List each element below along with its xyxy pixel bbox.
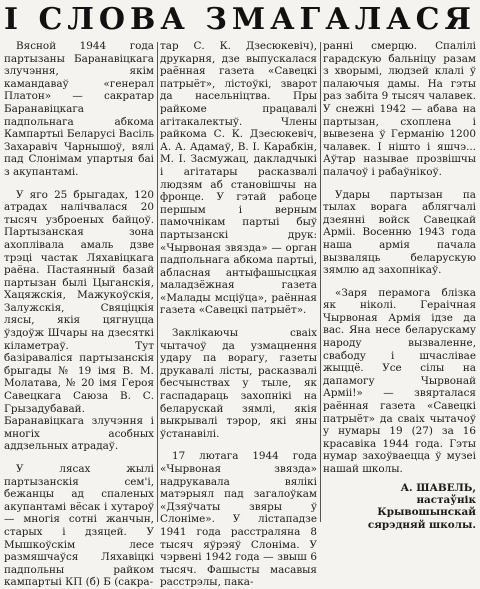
article-column-3 [323, 40, 476, 531]
article-column-2 [160, 40, 317, 589]
article-column-1 [4, 40, 154, 589]
article-paragraph: «Заря перамога блізка як ніколі. Гераічная Чырвоная Армія ідзе да вас. Яна несе беларускаму народу вызваленне, свабоду і шчаслівае жыццё. Усе сілы на дапамогу Чырвонай Арміі!» — звярталася раённая газета «Савецкі патрыёт» да сваіх чытачоў у нумары 19 (27) за 16 красавіка 1944 года. Гэты нумар захоўваецца ў музеі нашай школы. [323, 286, 476, 475]
column-divider [320, 42, 321, 522]
author-role: настаўнік Крывошынскай сярэдняй школы. [367, 494, 476, 531]
headline: І СЛОВА ЗМАГАЛАСЯ [4, 2, 476, 37]
author-name: А. ШАВЕЛЬ, [400, 481, 476, 494]
article-paragraph: Заклікаючы сваіх чытачоў да узмацнення удару па ворагу, газеты друкавалі лісты, расказвалі бесчынствах у тыле, як гаспадараць захопнікі на беларускай зямлі, якія выкрывалі тэрор, які яны ўстанавілі. [160, 327, 317, 440]
author-signature [323, 482, 476, 532]
article-paragraph: Удары партызан па тылах ворага аблягчалі дзеянні войск Савецкай Арміі. Восенню 1943 года наша армія пачала вызваляць беларускую зямлю ад захопнікаў. [323, 188, 476, 277]
article-paragraph: Вясной 1944 года партызаны Баранавіцкага злучэння, якім камандаваў «генерал Платон» — сакратар Баранавіцкага падпольнага абкома Кампартыі Беларусі Васіль Захаравіч Чарнышоў, вялі пад Слонімам упартыя баі з акупантамі. [4, 40, 154, 178]
article-paragraph: 17 лютага 1944 года «Чырвоная звязда» надрукавала вялікі матэрыял пад загалоўкам «Дзяўчаты звяры ў Слоніме». У лістападзе 1941 года расстраляна 8 тысяч яўрэяў Слоніма. У чэрвені 1942 года — звыш 6 тысяч. Фашысты масавыя расстрэлы, пака- [160, 450, 317, 589]
article-paragraph: ранні смерцю. Спалілі гарадскую бальніцу разам з хворымі, людзей клалі ў палаючыя дамы. На гэты раз забіта 9 тысяч чалавек. У снежні 1942 — абава на партызан, схоплена і вывезена ў Германію 1200 чалавек. І нішто і яшчэ... Аўтар называе прозвішчы палачоў і рабаўнікоў. [323, 40, 476, 178]
article-paragraph: У яго 25 брыгадах, 120 атрадах налічвалася 20 тысяч узброеных байцоў. Партызанская зона ахоплівала амаль дзве трэці частак Ляхавіцкага раёна. Пастаянный базай партызан былі Цыганскія, Хацяжскія, Мажукоўскія, Залужскія, Свяціцкія лясы, якія цягнуцца ўздоўж Шчары на дзесяткі кіламетраў. Тут базіраваліся партызанскія брыгады № 19 імя В. М. Молатава, № 20 імя Героя Савецкага Саюза В. С. Грызадубавай. Баранавіцкага злучэння і многіх асобных аддзельных атрадаў. [4, 188, 154, 453]
article-paragraph: У лясах жылі партызанскія сем'і, бежанцы ад спаленых акупантамі вёсак і хутароў — многія сотні жанчын, старых і дзяцей. У Мышкоўскім лесе размяшчаўся Ляхавіцкі падпольны райком кампартыі КП (б) Б (сакра- [4, 463, 154, 589]
column-divider [157, 42, 158, 522]
article-paragraph: тар С. К. Дзесюкевіч), друкарня, дзе выпускалася раённая газета «Савецкі патрыёт», лістоўкі, зварот да насельніцтва. Пры райкоме працавалі агітакалектыў. Члены райкома С. К. Дзесюкевіч, А. А. Адамаў, В. І. Карабкін, М. І. Засмужац, дакладчыкі і агітатары расказвалі людзям аб становішчы на фронце. У гэтай рабоце першым і верным памочнікам партыі быў партызанскі друк: «Чырвоная звязда» — орган падпольнага абкома партыі, абласная антыфашысцкая маладзёжная газета «Малады мсціўца», раённая газета «Савецкі патрыёт». [160, 40, 317, 317]
